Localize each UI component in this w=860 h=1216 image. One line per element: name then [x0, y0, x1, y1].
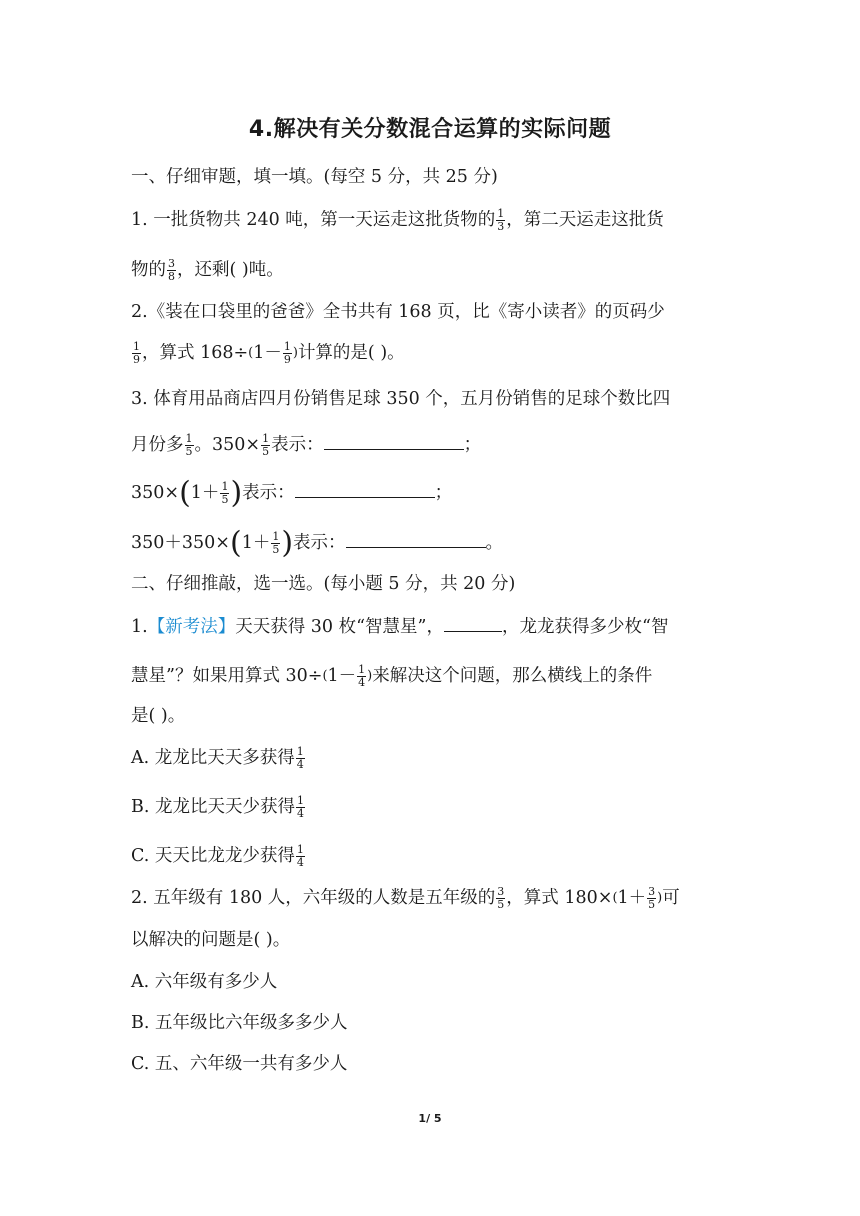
answer-blank[interactable]	[444, 613, 502, 632]
fraction: $\frac{1}{5}$	[221, 480, 229, 506]
s1-q2-line2: $\frac{1}{9}$ ，算式 168÷(1－ $\frac{1}{9}$ )计算的是( )。	[133, 340, 405, 366]
s2-q2-line2: 以解决的问题是( )。	[131, 930, 291, 950]
s2-q1-line2: 慧星”？如果用算式 30÷(1－ $\frac{1}{4}$ )来解决这个问题，那么横线上的条件	[131, 663, 653, 689]
page-number: 1/ 5	[418, 1112, 442, 1125]
s2-q1-line3: 是( )。	[131, 706, 186, 726]
fraction: $\frac{3}{8}$	[168, 257, 175, 283]
fraction: $\frac{1}{4}$	[296, 843, 304, 869]
s2-q2-option-a[interactable]: A. 六年级有多少人	[131, 972, 278, 992]
fraction: $\frac{3}{5}$	[497, 885, 505, 911]
fraction: $\frac{1}{5}$	[185, 432, 193, 458]
s2-q1-option-c[interactable]: C. 天天比龙龙少获得 $\frac{1}{4}$	[131, 843, 304, 869]
section-1-heading: 一、仔细审题，填一填。(每空 5 分，共 25 分)	[131, 167, 498, 187]
s2-q1-option-b[interactable]: B. 龙龙比天天少获得 $\frac{1}{4}$	[131, 794, 304, 820]
answer-blank[interactable]	[346, 529, 486, 548]
fraction: $\frac{1}{4}$	[358, 663, 366, 689]
s1-q3-line3: 350×(1＋ $\frac{1}{5}$ )表示： ；	[131, 475, 453, 511]
s1-q3-line1: 3. 体育用品商店四月份销售足球 350 个，五月份销售的足球个数比四	[131, 389, 671, 409]
fraction: $\frac{1}{9}$	[133, 340, 140, 366]
s2-q2-option-b[interactable]: B. 五年级比六年级多多少人	[131, 1013, 348, 1033]
answer-blank[interactable]	[324, 431, 464, 450]
fraction: $\frac{1}{5}$	[262, 432, 270, 458]
new-method-tag: 【新考法】	[147, 617, 236, 637]
fraction: $\frac{1}{4}$	[296, 745, 304, 771]
s1-q1-line2: 物的 $\frac{3}{8}$ ，还剩( )吨。	[131, 257, 284, 283]
s1-q3-line2: 月份多 $\frac{1}{5}$ 。350× $\frac{1}{5}$ 表示： ；	[131, 432, 482, 458]
fraction: $\frac{1}{9}$	[283, 340, 291, 366]
s2-q1-option-a[interactable]: A. 龙龙比天天多获得 $\frac{1}{4}$	[131, 745, 304, 771]
s2-q2-line1: 2. 五年级有 180 人，六年级的人数是五年级的 $\frac{3}{5}$ ，算式 180×(1＋ $\frac{3}{5}$ )可	[131, 885, 680, 911]
page-title: 4.解决有关分数混合运算的实际问题	[248, 117, 612, 142]
fraction: $\frac{1}{4}$	[297, 794, 304, 820]
answer-blank[interactable]	[295, 479, 435, 498]
answer-blank[interactable]: 计算的是( )。	[297, 343, 405, 363]
section-2-heading: 二、仔细推敲，选一选。(每小题 5 分，共 20 分)	[131, 574, 516, 594]
s2-q2-option-c[interactable]: C. 五、六年级一共有多少人	[131, 1054, 348, 1074]
s1-q1-line1: 1. 一批货物共 240 吨，第一天运走这批货物的 $\frac{1}{3}$ ，第二天运走这批货	[131, 207, 664, 233]
s1-q3-line4: 350＋350×(1＋ $\frac{1}{5}$ )表示： 。	[131, 525, 504, 561]
fraction: $\frac{3}{5}$	[648, 885, 656, 911]
s1-q2-line1: 2.《装在口袋里的爸爸》全书共有 168 页，比《寄小读者》的页码少	[131, 302, 665, 322]
s2-q1-line1: 1.【新考法】天天获得 30 枚“智慧星”， ，龙龙获得多少枚“智	[131, 612, 731, 642]
fraction: $\frac{1}{5}$	[272, 530, 280, 556]
fraction: $\frac{1}{3}$	[497, 207, 505, 233]
answer-blank[interactable]: ，还剩( )吨。	[177, 260, 284, 280]
